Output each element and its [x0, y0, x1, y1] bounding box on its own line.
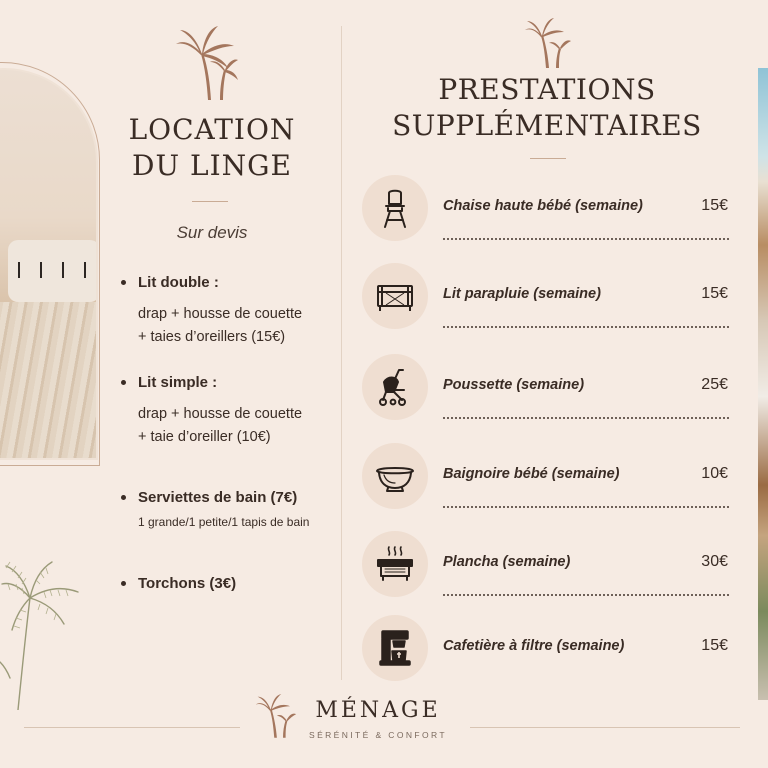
palm-tree-icon	[0, 550, 84, 710]
dotted-divider	[442, 506, 730, 508]
dotted-divider	[442, 594, 730, 596]
service-icon-badge	[362, 443, 428, 509]
linen-subtitle: Sur devis	[176, 223, 248, 242]
list-item	[120, 489, 340, 530]
item-heading: Serviettes de bain (7€)	[120, 489, 340, 506]
item-heading: Torchons (3€)	[120, 575, 340, 592]
list-item	[120, 374, 340, 449]
service-label: Baignoire bébé (semaine)	[443, 466, 620, 482]
service-icon-badge	[362, 175, 428, 241]
service-label: Lit parapluie (semaine)	[443, 286, 601, 302]
service-row	[362, 175, 734, 241]
linen-title	[112, 112, 312, 184]
palm-tree-logo-icon	[255, 692, 297, 738]
baby-bath-icon	[374, 455, 416, 497]
service-icon-badge	[362, 354, 428, 420]
travel-cot-icon	[374, 275, 416, 317]
plancha-icon	[374, 543, 416, 585]
service-price: 25€	[701, 376, 728, 393]
service-icon-badge	[362, 531, 428, 597]
sheet-shape	[0, 302, 98, 460]
list-item	[120, 575, 340, 592]
services-title	[392, 72, 702, 144]
service-price: 30€	[701, 553, 728, 570]
dotted-divider	[442, 417, 730, 419]
footer-divider	[24, 727, 240, 728]
list-item	[120, 274, 340, 349]
item-description-line: + taie d’oreiller (10€)	[138, 429, 271, 445]
service-price: 10€	[701, 465, 728, 482]
service-label: Poussette (semaine)	[443, 377, 585, 393]
high-chair-icon	[374, 187, 416, 229]
item-description	[120, 303, 340, 349]
service-label: Plancha (semaine)	[443, 554, 571, 570]
item-description-line: + taies d’oreillers (15€)	[138, 329, 286, 345]
service-row	[362, 354, 734, 420]
service-row	[362, 531, 734, 597]
linen-title-line1: LOCATION	[128, 113, 296, 146]
bedroom-photo	[0, 68, 98, 460]
dotted-divider	[442, 238, 730, 240]
brand-name: MÉNAGE	[315, 698, 441, 723]
service-price: 15€	[701, 285, 728, 302]
service-price: 15€	[701, 197, 728, 214]
holiday-photo-strip	[758, 68, 768, 700]
service-row	[362, 263, 734, 329]
linen-title-line2: DU LINGE	[132, 149, 292, 182]
title-divider	[192, 201, 228, 202]
brand-tagline: SÉRÉNITÉ & CONFORT	[309, 730, 447, 740]
coffee-maker-icon	[374, 627, 416, 669]
services-title-line1: PRESTATIONS	[438, 73, 656, 106]
palm-tree-icon	[524, 16, 572, 68]
item-description-line: drap + housse de couette	[138, 306, 303, 322]
service-label: Chaise haute bébé (semaine)	[443, 198, 643, 214]
column-divider	[341, 26, 342, 680]
item-description-line: drap + housse de couette	[138, 406, 303, 422]
service-icon-badge	[362, 615, 428, 681]
title-divider	[530, 158, 566, 159]
service-icon-badge	[362, 263, 428, 329]
services-title-line2: SUPPLÉMENTAIRES	[392, 109, 702, 142]
stroller-icon	[374, 366, 416, 408]
dotted-divider	[442, 326, 730, 328]
service-row	[362, 615, 734, 681]
palm-tree-icon	[174, 24, 240, 100]
service-price: 15€	[701, 637, 728, 654]
item-description: 1 grande/1 petite/1 tapis de bain	[138, 515, 310, 529]
item-heading: Lit simple :	[120, 374, 340, 391]
footer-divider	[470, 727, 740, 728]
pillow-shape	[8, 240, 98, 302]
service-label: Cafetière à filtre (semaine)	[443, 638, 625, 654]
item-heading: Lit double :	[120, 274, 340, 291]
service-row	[362, 443, 734, 509]
item-description	[120, 403, 340, 449]
